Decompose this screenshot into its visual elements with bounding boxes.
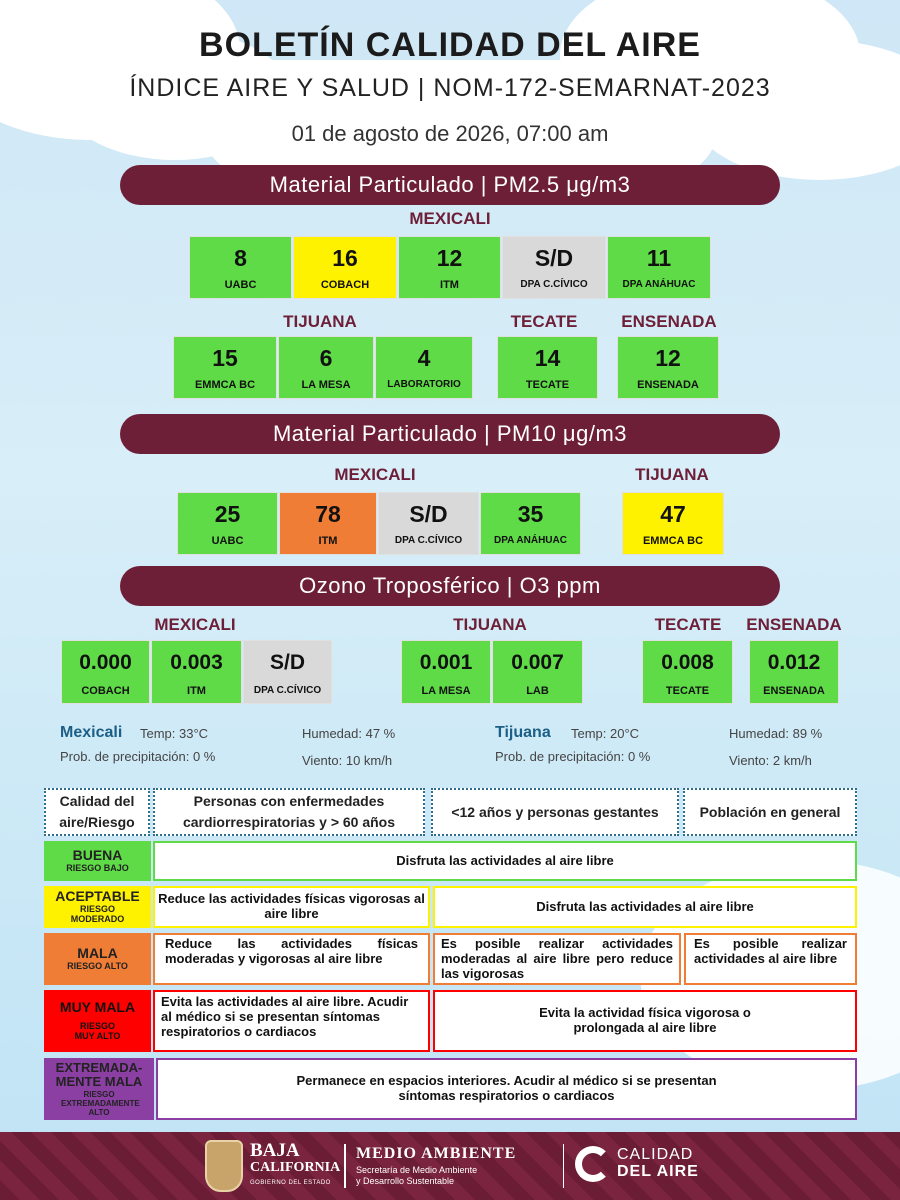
pm10-station-tile [279, 492, 377, 555]
station-value: 0.001 [419, 651, 473, 674]
table-header-risk: Calidad del aire/Riesgo [44, 788, 150, 836]
pm10-city-mexicali: MEXICALI [334, 465, 416, 484]
o3-station-tile [61, 640, 150, 704]
o3-banner: Ozono Troposférico | O3 ppm [120, 566, 780, 606]
weather-temp-tijuana: Temp: 20°C [571, 726, 640, 741]
level-extremadamente-mala [44, 1058, 154, 1120]
station-value: 0.007 [511, 651, 564, 674]
station-value: S/D [269, 651, 305, 674]
station-name: DPA ANÁHUAC [622, 279, 696, 290]
advice-buena-all: Disfruta las actividades al aire libre [153, 841, 857, 881]
station-value: 47 [660, 501, 686, 527]
o3-city-tecate: TECATE [654, 615, 722, 634]
station-name: LAB [526, 685, 549, 697]
footer-bc-name2: CALIFORNIA [250, 1160, 341, 1175]
level-label: BUENA [72, 847, 123, 864]
level-aceptable [44, 886, 151, 928]
o3-station-tile [749, 640, 839, 704]
weather-humidity-mexicali: Humedad: 47 % [302, 726, 396, 741]
level-label: ACEPTABLE [55, 888, 140, 905]
station-value: 0.008 [661, 651, 714, 674]
station-name: UABC [211, 535, 244, 547]
o3-station-tile [151, 640, 242, 704]
o3-city-tijuana: TIJUANA [453, 615, 527, 634]
level-risk: RIESGO BAJO [66, 862, 129, 873]
weather-temp-mexicali: Temp: 33°C [140, 726, 209, 741]
o3-city-mexicali: MEXICALI [154, 615, 236, 634]
pm25-banner: Material Particulado | PM2.5 μg/m3 [120, 165, 780, 205]
station-name: ENSENADA [763, 685, 825, 697]
station-name: LABORATORIO [387, 379, 461, 390]
weather-wind-mexicali: Viento: 10 km/h [302, 753, 393, 768]
station-value: 0.012 [767, 651, 821, 674]
station-name: ITM [440, 279, 459, 291]
station-value: 16 [332, 245, 358, 271]
pm25-station-tile [607, 236, 711, 299]
footer-ma-sub2: y Desarrollo Sustentable [356, 1176, 455, 1186]
level-risk: RIESGO MODERADO [70, 903, 125, 924]
station-value: 6 [319, 345, 333, 371]
level-risk: RIESGO EXTREMADAMENTE ALTO [61, 1090, 140, 1117]
pm25-city-ensenada: ENSENADA [621, 312, 717, 331]
pm25-station-tile [398, 236, 501, 299]
pm10-station-tile [177, 492, 278, 555]
pm10-station-tile [480, 492, 581, 555]
station-value: 12 [436, 245, 463, 271]
station-value: 12 [655, 345, 681, 371]
station-name: ENSENADA [637, 379, 699, 391]
pm10-station-tile [378, 492, 479, 555]
station-value: 25 [214, 501, 241, 527]
footer-ca-line1: CALIDAD [617, 1146, 694, 1163]
bulletin-date: 01 de agosto de 2026, 07:00 am [291, 121, 609, 146]
station-value: 0.003 [170, 651, 223, 674]
pm25-city-tecate: TECATE [510, 312, 578, 331]
station-name: DPA C.CÍVICO [520, 279, 588, 290]
pm25-station-tile [189, 236, 292, 299]
o3-city-ensenada: ENSENADA [746, 615, 842, 634]
o3-station-tile [642, 640, 733, 704]
table-header-general: Población en general [683, 788, 857, 836]
station-name: UABC [224, 279, 257, 291]
advice-mala-children: Es posible realizar actividades moderadas al aire libre pero reduce las vigorosas [433, 933, 681, 985]
weather-city-mexicali: Mexicali [60, 724, 123, 741]
level-risk: RIESGO MUY ALTO [74, 1020, 121, 1041]
o3-station-tile [401, 640, 491, 704]
weather-precip-tijuana: Prob. de precipitación: 0 % [495, 749, 651, 764]
footer-divider [344, 1144, 346, 1188]
table-header-children: <12 años y personas gestantes [431, 788, 679, 836]
station-name: DPA ANÁHUAC [494, 535, 567, 546]
pm10-banner: Material Particulado | PM10 μg/m3 [120, 414, 780, 454]
station-value: 35 [517, 501, 544, 527]
station-value: 11 [646, 245, 672, 271]
station-value: 15 [212, 345, 238, 371]
level-mala [44, 933, 151, 985]
station-name: EMMCA BC [642, 535, 704, 547]
pm25-station-tile [497, 336, 598, 399]
level-risk: RIESGO ALTO [67, 960, 128, 971]
footer-ca-line2: DEL AIRE [617, 1163, 699, 1180]
station-name: TECATE [525, 379, 570, 391]
calidad-aire-logo-icon [575, 1146, 611, 1182]
station-name: ITM [187, 685, 206, 697]
station-name: LA MESA [421, 685, 471, 697]
coat-of-arms-icon [205, 1140, 243, 1192]
level-buena [44, 841, 151, 881]
advice-mala-general: Es posible realizar actividades al aire libre [684, 933, 857, 985]
pm25-station-tile [375, 336, 473, 399]
station-value: 4 [417, 345, 431, 371]
o3-station-tile [492, 640, 583, 704]
page-subtitle: ÍNDICE AIRE Y SALUD | NOM-172-SEMARNAT-2023 [129, 74, 771, 102]
table-header-cardio: Personas con enfermedades cardiorrespiratorias y > 60 años [153, 788, 425, 836]
station-name: DPA C.CÍVICO [394, 535, 463, 546]
pm10-city-tijuana: TIJUANA [635, 465, 709, 484]
o3-station-tile [243, 640, 332, 704]
station-value: S/D [534, 245, 574, 271]
station-name: ITM [318, 535, 338, 547]
footer-divider [563, 1144, 564, 1188]
footer-bc-name: BAJA [250, 1140, 300, 1161]
station-value: 0.000 [79, 651, 132, 674]
pm25-station-tile [617, 336, 719, 399]
weather-wind-tijuana: Viento: 2 km/h [729, 753, 812, 768]
advice-aceptable-cardio: Reduce las actividades físicas vigorosas al aire libre [153, 886, 430, 928]
weather-city-tijuana: Tijuana [495, 724, 551, 741]
footer-ma-title: MEDIO AMBIENTE [356, 1145, 517, 1162]
station-name: EMMCA BC [194, 379, 256, 391]
station-name: LA MESA [301, 379, 351, 391]
station-name: COBACH [320, 279, 370, 291]
level-muy-mala [44, 990, 151, 1052]
pm25-station-tile [173, 336, 277, 399]
advice-mala-cardio: Reduce las actividades físicas moderadas y vigorosas al aire libre [153, 933, 430, 985]
pm25-city-mexicali: MEXICALI [409, 209, 491, 228]
station-value: S/D [409, 501, 448, 527]
pm25-station-tile [502, 236, 606, 299]
weather-precip-mexicali: Prob. de precipitación: 0 % [60, 749, 216, 764]
level-label: MALA [77, 945, 118, 962]
advice-aceptable-others: Disfruta las actividades al aire libre [433, 886, 857, 928]
pm25-station-tile [293, 236, 397, 299]
footer-ma-sub1: Secretaría de Medio Ambiente [356, 1165, 478, 1175]
level-label: MUY MALA [59, 999, 136, 1016]
station-name: COBACH [81, 685, 130, 697]
station-name: DPA C.CÍVICO [253, 685, 322, 696]
level-label: EXTREMADA-MENTE MALA [55, 1059, 143, 1089]
station-value: 14 [534, 345, 561, 371]
station-name: TECATE [665, 685, 710, 697]
pm25-city-tijuana: TIJUANA [283, 312, 357, 331]
advice-muy-mala-cardio: Evita las actividades al aire libre. Acudir al médico si se presentan síntomas respiratorios o cardiacos [153, 990, 430, 1052]
station-value: 8 [234, 245, 247, 271]
station-value: 78 [315, 501, 341, 527]
advice-extremadamente-mala-all: Permanece en espacios interiores. Acudir al médico si se presentan síntomas respiratorios o cardiacos [156, 1058, 857, 1120]
pm10-station-tile [622, 492, 724, 555]
advice-muy-mala-others: Evita la actividad física vigorosa o prolongada al aire libre [433, 990, 857, 1052]
pm25-station-tile [278, 336, 374, 399]
weather-humidity-tijuana: Humedad: 89 % [729, 726, 823, 741]
page-title: BOLETÍN CALIDAD DEL AIRE [199, 26, 701, 64]
footer-bc-sub: GOBIERNO DEL ESTADO [250, 1180, 331, 1186]
